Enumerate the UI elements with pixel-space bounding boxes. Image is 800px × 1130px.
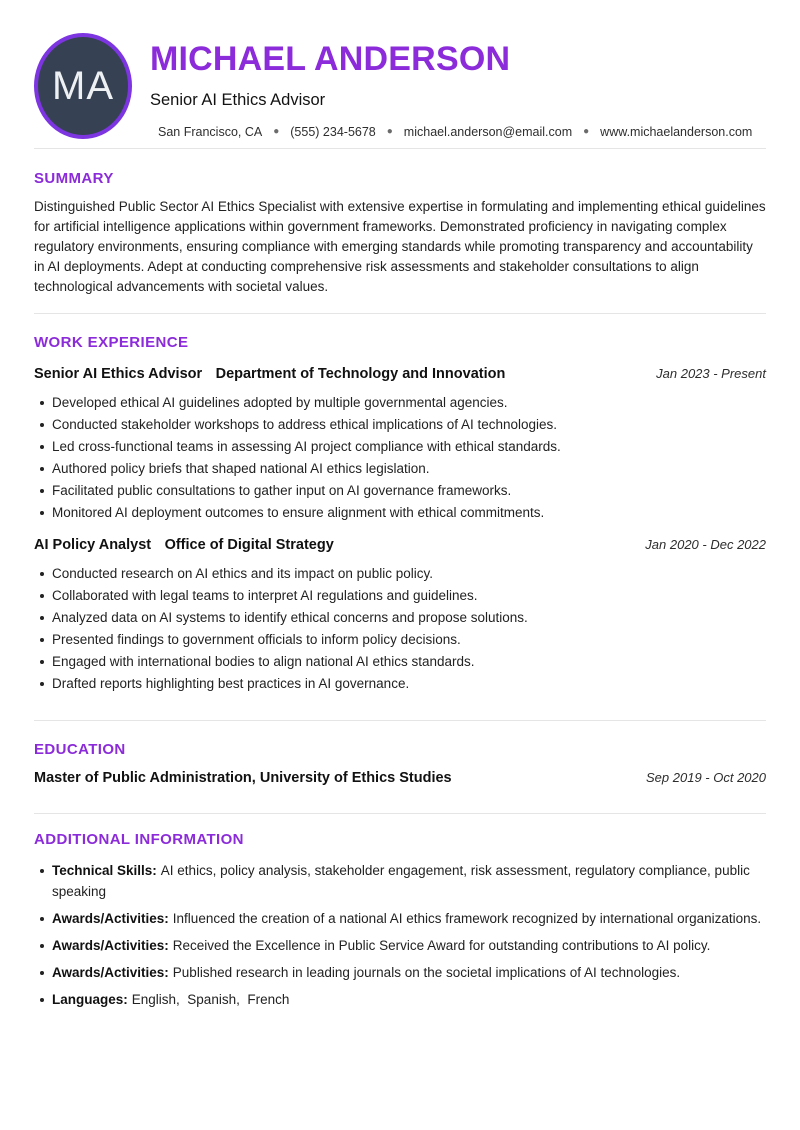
contact-email: michael.anderson@email.com <box>403 124 573 139</box>
contact-location: San Francisco, CA <box>158 124 263 139</box>
job-title-line <box>34 536 334 554</box>
job-title-line <box>34 365 505 383</box>
bullet-item: Authored policy briefs that shaped national AI ethics legislation. <box>34 459 766 478</box>
resume-header <box>34 0 766 139</box>
bullet-item: Analyzed data on AI systems to identify ethical concerns and propose solutions. <box>34 608 766 627</box>
additional-info-list <box>34 860 766 1010</box>
bullet-item: Led cross-functional teams in assessing AI project compliance with ethical standards. <box>34 437 766 456</box>
job-header <box>34 536 766 554</box>
summary-heading: SUMMARY <box>34 170 114 187</box>
item-label: Languages: <box>52 992 128 1007</box>
contact-separator: ● <box>583 126 590 138</box>
summary-text: Distinguished Public Sector AI Ethics Specialist with extensive expertise in formulating and implementing ethical guidelines for artificial intelligence applications within government frameworks. Demonstrated proficiency in navigating complex regulatory environments, ensuring compliance with emerging standards while promoting transparency and accountability in AI deployments. Adept at conducting comprehensive risk assessments and stakeholder consultations to align technological advancements with societal values. <box>34 199 766 294</box>
item-text: Published research in leading journals on the societal implications of AI technologies. <box>172 965 681 980</box>
job-company: Office of Digital Strategy <box>164 537 334 553</box>
contact-separator: ● <box>386 126 393 138</box>
education-section <box>34 741 766 786</box>
additional-info-item <box>34 860 766 902</box>
avatar-initials: MA <box>52 63 114 108</box>
job-entry <box>34 365 766 522</box>
job-entry <box>34 536 766 693</box>
bullet-item: Monitored AI deployment outcomes to ensure alignment with ethical commitments. <box>34 503 766 522</box>
contact-line <box>150 125 752 139</box>
avatar <box>34 33 132 139</box>
bullet-item: Drafted reports highlighting best practices in AI governance. <box>34 674 766 693</box>
additional-info-item <box>34 908 766 929</box>
bullet-item: Collaborated with legal teams to interpret AI regulations and guidelines. <box>34 586 766 605</box>
job-title: AI Policy Analyst <box>34 537 152 553</box>
divider <box>34 313 766 314</box>
bullet-item: Developed ethical AI guidelines adopted by multiple governmental agencies. <box>34 393 766 412</box>
contact-phone: (555) 234-5678 <box>290 124 376 139</box>
person-job-title: Senior AI Ethics Advisor <box>150 90 326 109</box>
bullet-item: Conducted stakeholder workshops to address ethical implications of AI technologies. <box>34 415 766 434</box>
item-text: AI ethics, policy analysis, stakeholder engagement, risk assessment, regulatory compliance, public speaking <box>52 863 754 899</box>
job-dates: Jan 2023 - Present <box>656 366 766 381</box>
additional-information-section <box>34 831 766 1010</box>
additional-info-item <box>34 989 766 1010</box>
additional-information-heading: ADDITIONAL INFORMATION <box>34 831 244 848</box>
item-label: Awards/Activities: <box>52 965 169 980</box>
job-company: Department of Technology and Innovation <box>215 366 506 382</box>
contact-website: www.michaelanderson.com <box>600 124 753 139</box>
education-heading: EDUCATION <box>34 741 126 758</box>
job-dates: Jan 2020 - Dec 2022 <box>645 537 766 552</box>
work-experience-heading: WORK EXPERIENCE <box>34 334 189 351</box>
bullet-item: Conducted research on AI ethics and its impact on public policy. <box>34 564 766 583</box>
summary-section <box>34 170 766 297</box>
contact-separator: ● <box>273 126 280 138</box>
person-name: MICHAEL ANDERSON <box>150 40 511 78</box>
item-label: Awards/Activities: <box>52 938 169 953</box>
education-dates: Sep 2019 - Oct 2020 <box>646 770 766 785</box>
work-experience-section <box>34 334 766 693</box>
bullet-item: Engaged with international bodies to align national AI ethics standards. <box>34 652 766 671</box>
job-bullet-list <box>34 564 766 693</box>
bullet-item: Presented findings to government officials to inform policy decisions. <box>34 630 766 649</box>
item-label: Technical Skills: <box>52 863 157 878</box>
item-text: English, Spanish, French <box>131 992 290 1007</box>
additional-info-item <box>34 935 766 956</box>
header-text <box>150 33 752 139</box>
education-degree: Master of Public Administration, University of Ethics Studies <box>34 770 452 786</box>
divider <box>34 813 766 814</box>
item-text: Received the Excellence in Public Service Award for outstanding contributions to AI policy. <box>172 938 711 953</box>
education-entry <box>34 770 766 786</box>
job-header <box>34 365 766 383</box>
bullet-item: Facilitated public consultations to gather input on AI governance frameworks. <box>34 481 766 500</box>
job-bullet-list <box>34 393 766 522</box>
item-label: Awards/Activities: <box>52 911 169 926</box>
job-title: Senior AI Ethics Advisor <box>34 366 203 382</box>
divider <box>34 720 766 721</box>
item-text: Influenced the creation of a national AI ethics framework recognized by international organizations. <box>172 911 762 926</box>
divider <box>34 148 766 149</box>
additional-info-item <box>34 962 766 983</box>
